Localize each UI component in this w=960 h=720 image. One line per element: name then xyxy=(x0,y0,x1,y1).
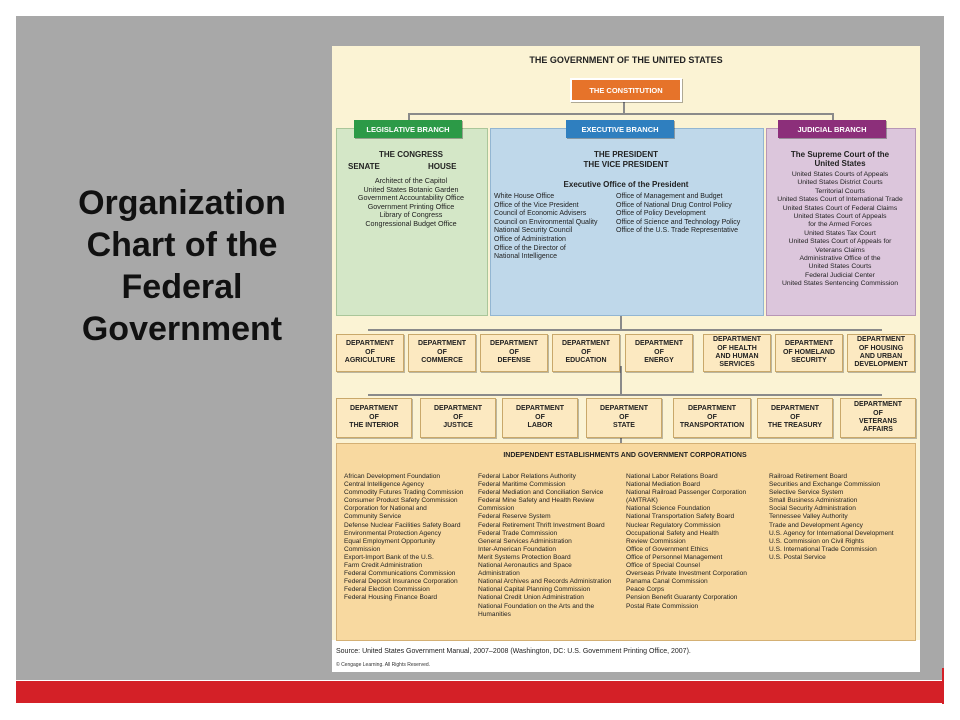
connector-line xyxy=(620,366,622,396)
footer-red-tick xyxy=(942,668,944,704)
dept-energy: DEPARTMENT OF ENERGY xyxy=(625,334,693,372)
footer-red-bar xyxy=(16,681,944,703)
dept-justice: DEPARTMENT OF JUSTICE xyxy=(420,398,496,438)
dept-transportation: DEPARTMENT OF TRANSPORTATION xyxy=(673,398,751,438)
legislative-agencies-list xyxy=(336,177,486,229)
connector-line xyxy=(620,316,622,330)
legislative-branch-label: LEGISLATIVE BRANCH xyxy=(354,120,462,138)
independent-establishments-title: INDEPENDENT ESTABLISHMENTS AND GOVERNMENT CORPORATIONS xyxy=(503,452,747,459)
chart-title: THE GOVERNMENT OF THE UNITED STATES xyxy=(529,55,723,65)
congress-heading: THE CONGRESS xyxy=(378,150,443,159)
vice-president-heading: THE VICE PRESIDENT xyxy=(583,160,669,169)
list-item: Library of Congress xyxy=(379,210,443,220)
dept-defense: DEPARTMENT OF DEFENSE xyxy=(480,334,548,372)
connector-line xyxy=(368,394,882,396)
dept-agriculture: DEPARTMENT OF AGRICULTURE xyxy=(336,334,404,372)
supreme-court-heading: The Supreme Court of the United States xyxy=(790,150,890,168)
connector-line xyxy=(368,329,882,331)
eop-heading: Executive Office of the President xyxy=(563,180,689,189)
constitution-box: THE CONSTITUTION xyxy=(570,78,682,102)
dept-labor: DEPARTMENT OF LABOR xyxy=(502,398,578,438)
independent-column-4: Railroad Retirement Board Securities and Exchange Commission Selective Service System Small Business Administration Social Security Administration Tennessee Valley Authority Trade and Development Agency U.S. Agency for International Development U.S. Commission on Civil Rights U.S. International Trade Commission U.S. Postal Service xyxy=(769,473,894,561)
dept-treasury: DEPARTMENT OF THE TREASURY xyxy=(757,398,833,438)
list-item: Government Accountability Office xyxy=(357,193,465,203)
slide-title: Organization Chart of the Federal Government xyxy=(78,184,286,348)
connector-line xyxy=(408,113,834,115)
independent-column-1: African Development Foundation Central Intelligence Agency Commodity Futures Trading Commission Consumer Product Safety Commission Corporation for National and Community Service Defense Nuclear Facilities Safety Board Environmental Protection Agency Equal Employment Opportunity Commission Export-Import Bank of the U.S. Farm Credit Administration Federal Communications Commission Federal Deposit Insurance Corporation Federal Election Commission Federal Housing Finance Board xyxy=(344,473,464,602)
dept-interior: DEPARTMENT OF THE INTERIOR xyxy=(336,398,412,438)
org-chart-image xyxy=(332,46,920,672)
eop-left-list: White House Office Office of the Vice President Council of Economic Advisers Council on Environmental Quality National Security Council Office of Administration Office of the Director of National Intelligence xyxy=(494,193,598,261)
independent-column-2: Federal Labor Relations Authority Federal Maritime Commission Federal Mediation and Conciliation Service Federal Mine Safety and Health Review Commission Federal Reserve System Federal Retirement Thrift Investment Board Federal Trade Commission General Services Administration Inter-American Foundation Merit Systems Protection Board National Aeronautics and Space Administration National Archives and Records Administration National Capital Planning Commission National Credit Union Administration National Foundation on the Arts and the Humanities xyxy=(478,473,612,618)
independent-column-3: National Labor Relations Board National Mediation Board National Railroad Passenger Corporation (AMTRAK) National Science Foundation National Transportation Safety Board Nuclear Regulatory Commission Occupational Safety and Health Review Commission Office of Government Ethics Office of Personnel Management Office of Special Counsel Overseas Private Investment Corporation Panama Canal Commission Peace Corps Pension Benefit Guaranty Corporation Postal Rate Commission xyxy=(626,473,747,610)
dept-veterans-affairs: DEPARTMENT OF VETERANS AFFAIRS xyxy=(840,398,916,438)
list-item: Architect of the Capitol xyxy=(374,176,448,185)
house-label: HOUSE xyxy=(428,162,457,171)
executive-branch-label: EXECUTIVE BRANCH xyxy=(566,120,674,138)
source-citation: Source: United States Government Manual, 2007–2008 (Washington, DC: U.S. Government Printing Office, 2007). xyxy=(336,648,691,655)
dept-homeland-security: DEPARTMENT OF HOMELAND SECURITY xyxy=(775,334,843,372)
senate-label: SENATE xyxy=(348,162,380,171)
eop-right-list: Office of Management and Budget Office of National Drug Control Policy Office of Policy Development Office of Science and Technology Policy Office of the U.S. Trade Representative xyxy=(616,193,741,235)
dept-state: DEPARTMENT OF STATE xyxy=(586,398,662,438)
dept-education: DEPARTMENT OF EDUCATION xyxy=(552,334,620,372)
list-item: United States Botanic Garden xyxy=(363,184,459,194)
list-item: Congressional Budget Office xyxy=(365,218,457,228)
copyright-notice: © Cengage Learning. All Rights Reserved. xyxy=(336,662,431,668)
list-item: Government Printing Office xyxy=(367,201,455,211)
president-heading: THE PRESIDENT xyxy=(593,150,658,159)
judicial-courts-list: United States Courts of Appeals United States District Courts Territorial Courts United States Court of International Trade United States Court of Federal Claims United States Court of Appeals for the Armed Forces United States Tax Court United States Court of Appeals for Veterans Claims Administrative Office of the United States Courts Federal Judicial Center United States Sentencing Commission xyxy=(777,171,903,288)
dept-housing-urban-development: DEPARTMENT OF HOUSING AND URBAN DEVELOPMENT xyxy=(847,334,915,372)
dept-health-human-services: DEPARTMENT OF HEALTH AND HUMAN SERVICES xyxy=(703,334,771,372)
judicial-branch-label: JUDICIAL BRANCH xyxy=(778,120,886,138)
dept-commerce: DEPARTMENT OF COMMERCE xyxy=(408,334,476,372)
